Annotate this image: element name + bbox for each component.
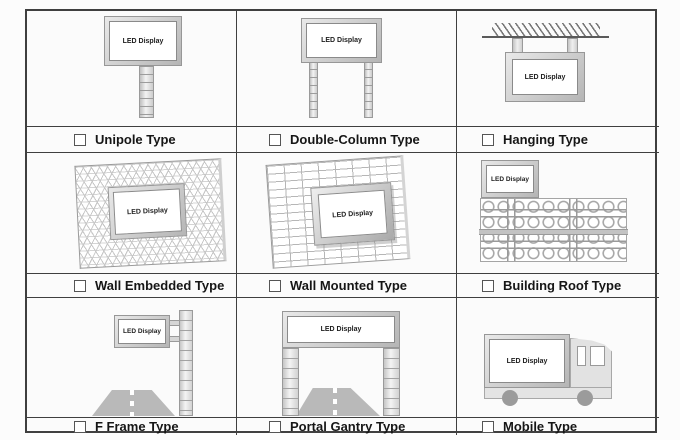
pole xyxy=(179,310,193,416)
label-bar-f-frame xyxy=(27,417,236,435)
right-column xyxy=(383,348,400,416)
road-center-line xyxy=(130,390,134,416)
left-column xyxy=(282,348,299,416)
display-frame xyxy=(301,18,382,63)
led-display-screen xyxy=(306,23,377,58)
cell-portal-gantry-type xyxy=(237,298,457,435)
led-display-screen xyxy=(486,165,534,193)
cell-unipole-type xyxy=(27,11,237,153)
led-display-screen xyxy=(118,319,166,344)
building-facade xyxy=(480,198,627,262)
led-display-screen xyxy=(113,188,182,234)
screen-label: LED Display xyxy=(321,37,362,44)
type-label: Wall Embedded Type xyxy=(95,278,225,293)
type-label: Unipole Type xyxy=(95,132,176,147)
checkbox-f-frame[interactable] xyxy=(74,421,86,433)
display-frame xyxy=(481,160,539,198)
building-ledge xyxy=(479,229,628,235)
cab-window-large xyxy=(590,346,605,366)
road xyxy=(92,390,175,416)
cell-wall-embedded-type xyxy=(27,153,237,298)
display-frame xyxy=(108,183,188,240)
label-bar-mobile xyxy=(457,417,659,435)
led-display-screen xyxy=(318,190,388,239)
hanging-illustration xyxy=(457,11,659,126)
screen-label: LED Display xyxy=(126,207,168,217)
double-column-illustration xyxy=(237,11,456,126)
display-frame xyxy=(484,334,570,388)
type-label: Portal Gantry Type xyxy=(290,419,406,434)
cell-building-roof-type xyxy=(457,153,659,298)
cell-hanging-type xyxy=(457,11,659,153)
type-label: F Frame Type xyxy=(95,419,179,434)
display-frame xyxy=(114,315,170,348)
label-bar-unipole xyxy=(27,126,236,152)
checkbox-portal-gantry[interactable] xyxy=(269,421,281,433)
f-frame-illustration xyxy=(27,298,236,417)
left-pole xyxy=(309,61,318,118)
road-center-line xyxy=(333,388,337,416)
checkbox-hanging[interactable] xyxy=(482,134,494,146)
type-label: Double-Column Type xyxy=(290,132,420,147)
unipole-illustration xyxy=(27,11,236,126)
embedded-wall xyxy=(74,158,226,269)
type-label: Building Roof Type xyxy=(503,278,622,293)
screen-label: LED Display xyxy=(524,73,566,81)
rear-wheel xyxy=(502,390,518,406)
portal-gantry-illustration xyxy=(237,298,456,417)
pole xyxy=(139,66,154,118)
cell-double-column-type xyxy=(237,11,457,153)
led-display-screen xyxy=(489,339,565,383)
display-frame xyxy=(104,16,182,66)
ceiling-hatch xyxy=(492,23,600,36)
display-frame xyxy=(505,52,585,102)
cell-mobile-type xyxy=(457,298,659,435)
left-hanger xyxy=(512,38,523,53)
checkbox-mobile[interactable] xyxy=(482,421,494,433)
display-frame xyxy=(282,311,400,348)
label-bar-hanging xyxy=(457,126,659,152)
screen-label: LED Display xyxy=(122,37,164,45)
label-bar-portal-gantry xyxy=(237,417,456,435)
label-bar-building-roof xyxy=(457,273,659,297)
right-pole xyxy=(364,61,373,118)
led-display-screen xyxy=(287,316,395,343)
wall-embedded-illustration xyxy=(27,153,236,273)
cell-wall-mounted-type xyxy=(237,153,457,298)
cell-f-frame-type xyxy=(27,298,237,435)
label-bar-wall-mounted xyxy=(237,273,456,297)
type-label: Mobile Type xyxy=(503,419,578,434)
led-display-screen xyxy=(109,21,177,61)
type-label: Wall Mounted Type xyxy=(290,278,407,293)
display-frame xyxy=(310,182,395,246)
mounted-wall xyxy=(266,155,411,268)
led-display-screen xyxy=(512,59,578,95)
checkbox-wall-embedded[interactable] xyxy=(74,280,86,292)
screen-label: LED Display xyxy=(123,328,161,335)
ceiling-line xyxy=(482,36,609,38)
mobile-truck-illustration xyxy=(457,298,659,417)
screen-label: LED Display xyxy=(320,326,362,333)
type-label: Hanging Type xyxy=(503,132,588,147)
wall-mounted-illustration xyxy=(237,153,456,273)
checkbox-double-column[interactable] xyxy=(269,134,281,146)
cab-window-small xyxy=(577,346,586,366)
right-hanger xyxy=(567,38,578,53)
checkbox-building-roof[interactable] xyxy=(482,280,494,292)
screen-label: LED Display xyxy=(332,209,374,219)
building-roof-illustration xyxy=(457,153,659,273)
checkbox-unipole[interactable] xyxy=(74,134,86,146)
front-wheel xyxy=(577,390,593,406)
road xyxy=(296,388,380,416)
label-bar-wall-embedded xyxy=(27,273,236,297)
label-bar-double-column xyxy=(237,126,456,152)
screen-label: LED Display xyxy=(491,175,529,183)
checkbox-wall-mounted[interactable] xyxy=(269,280,281,292)
screen-label: LED Display xyxy=(506,357,548,365)
types-table xyxy=(25,9,657,433)
